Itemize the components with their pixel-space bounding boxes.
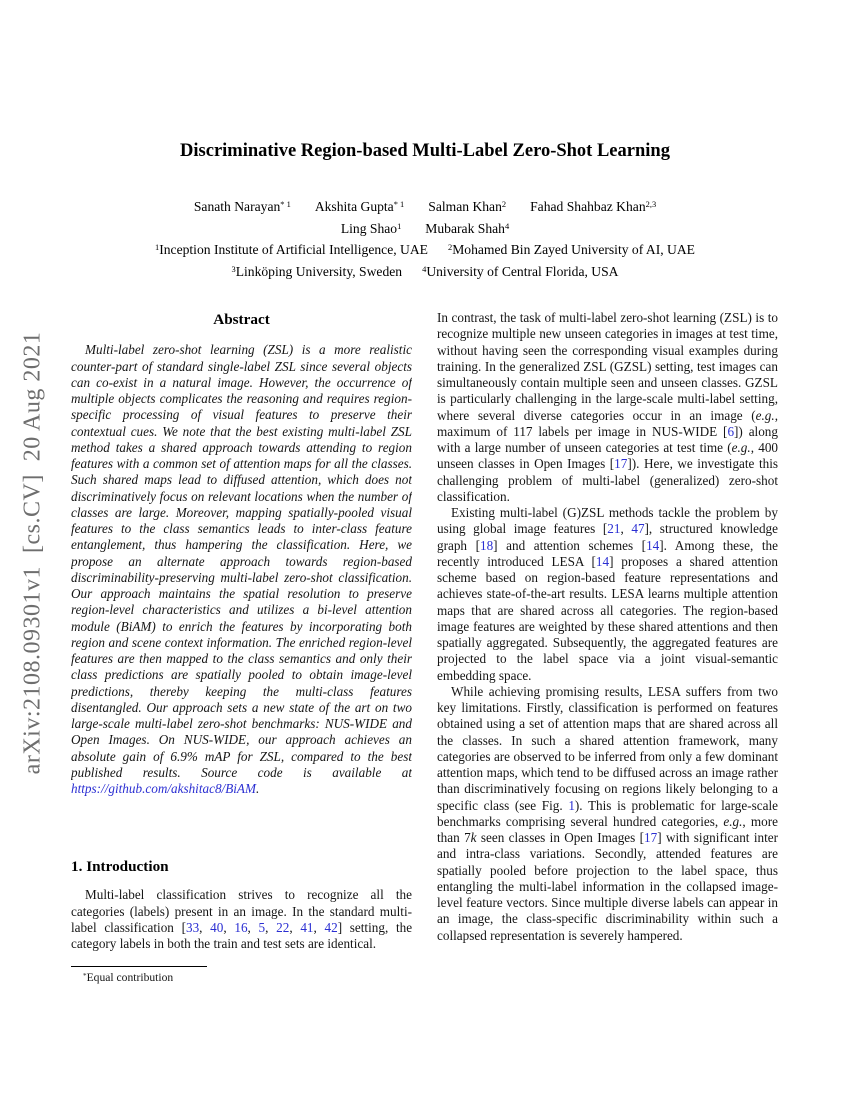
- citation-link[interactable]: 14: [595, 553, 610, 569]
- source-code-link[interactable]: https://github.com/akshitac8/BiAM: [71, 781, 256, 796]
- emphasis-run: e.g.: [755, 407, 775, 423]
- text-run: , 400 unseen classes in Open Images [: [437, 440, 778, 472]
- author-superscript: 1: [397, 220, 402, 231]
- citation-link[interactable]: 33: [185, 919, 200, 935]
- author-superscript: 4: [504, 220, 510, 231]
- body-paragraph: [437, 684, 778, 944]
- paper-title: Discriminative Region-based Multi-Label Zero-Shot Learning: [180, 141, 670, 161]
- footnote-label: Equal contribution: [86, 971, 174, 984]
- citation-link[interactable]: 18: [479, 537, 494, 553]
- affiliation-name: Linköping University, Sweden: [235, 263, 403, 279]
- body-paragraph: [437, 310, 778, 505]
- affiliation: [231, 264, 402, 279]
- affiliation: [422, 264, 618, 279]
- affiliation-line-1: [0, 240, 850, 262]
- citation-link[interactable]: 21: [607, 521, 621, 537]
- affiliation: [448, 242, 695, 257]
- affiliation-superscript: 3: [231, 263, 236, 274]
- author: [425, 221, 509, 236]
- footnote-marker: *: [83, 971, 87, 980]
- introduction-section: [71, 859, 412, 952]
- text-run: Multi-label zero-shot learning (ZSL) is a more realistic counter-part of standard single-label ZSL since several objects can co-exist in a natural image. However, the occurrence of multiple objects complicates the reasoning and requires region-specific processing of visual features to preserve their contextual cues. We note that the best existing multi-label ZSL method takes a shared approach towards attending to region features with a common set of attention maps for all the classes. Such shared maps lead to diffused attention, which does not discriminatively focus on relevant locations when the number of classes are large. Moreover, mapping spatially-pooled visual features to the class semantics leads to inter-class feature entanglement, thus hampering the classification. Here, we propose an alternate approach towards region-based discriminability-preserving multi-label zero-shot classification. Our approach maintains the spatial resolution to preserve region-level characteristics and utilizes a bi-level attention module (BiAM) to enrich the features by incorporating both region and scene context information. The enriched region-level features are then mapped to the class semantics and only their class predictions are spatially pooled to obtain image-level predictions, thereby keeping the multi-class features disentangled. Our approach sets a new state of the art on two large-scale multi-label zero-shot benchmarks: NUS-WIDE and Open Images. On NUS-WIDE, our approach achieves an absolute gain of 6.9% mAP for ZSL, compared to the best published results. Source code is available at: [71, 342, 412, 780]
- author-name: Fahad Shahbaz Khan: [530, 199, 646, 214]
- text-run: ,: [223, 919, 235, 935]
- text-run: ] proposes a shared attention scheme based on region-based feature representations and achieves state-of-the-art results. LESA learns multiple attention maps that are shared across all categories. The region-based image features are weighted by these shared attentions and then spatially aggregated. Subsequently, the aggregated features are projected to the label space via a joint visual-semantic embedding space.: [437, 553, 778, 683]
- citation-link[interactable]: 42: [324, 919, 338, 935]
- emphasis-run: e.g.: [731, 440, 751, 455]
- text-run: Existing multi-label (G)ZSL methods tackle the problem by using global image features [: [437, 505, 778, 537]
- citation-link[interactable]: 16: [234, 919, 248, 935]
- text-run: ,: [247, 919, 259, 935]
- footnote-text: [71, 971, 412, 984]
- affiliation-name: Mohamed Bin Zayed University of AI, UAE: [452, 242, 695, 257]
- affiliation-name: University of Central Florida, USA: [426, 263, 619, 279]
- citation-link[interactable]: 22: [276, 919, 290, 935]
- citation-link[interactable]: 47: [631, 521, 645, 537]
- abstract-paragraph: [71, 342, 412, 797]
- right-column: [437, 310, 778, 980]
- abstract-heading: Abstract: [213, 311, 270, 328]
- author-superscript: * 1: [393, 199, 405, 210]
- author-name: Sanath Narayan: [193, 199, 281, 214]
- text-run: ,: [620, 521, 632, 537]
- author-superscript: 2: [501, 199, 507, 210]
- text-run: Multi-label classification strives to recognize all the categories (labels) present in an image. In the standard multi-label classification [: [71, 887, 412, 935]
- introduction-heading: 1. Introduction: [71, 858, 169, 875]
- text-run: ,: [265, 919, 277, 935]
- introduction-paragraph: [71, 887, 412, 952]
- text-run: While achieving promising results, LESA suffers from two key limitations. Firstly, classification is performed on features obtained using a set of attention maps that are shared across all the classes. In such a shared attention framework, many categories are observed to be inferred from only a few dominant attention maps, which tend to be diffused across an image rather than discriminatively focusing on regions likely belonging to a specific class (see Fig.: [437, 683, 778, 813]
- text-run: ,: [289, 919, 301, 935]
- text-run: ] with significant inter and intra-class variations. Secondly, attended features are spatially pooled before projection to the label space, thus entangling the multi-label information in the collapsed image-level feature vectors. Since multiple diverse labels can appear in an image, the class-specific discriminability within such a collapsed representation is severely hampered.: [437, 830, 778, 943]
- text-run: ] and attention schemes [: [493, 537, 647, 553]
- author: [194, 199, 291, 214]
- citation-link[interactable]: 17: [644, 830, 658, 845]
- author-name: Salman Khan: [428, 199, 502, 214]
- text-run: In contrast, the task of multi-label zero-shot learning (ZSL) is to recognize multiple new unseen categories in images at test time, without having seen the corresponding visual examples during training. In the generalized ZSL (GZSL) setting, test images can simultaneously contain multiple seen and unseen classes. GZSL is particularly challenging in the large-scale multi-label setting, where several diverse categories occur in an image (: [437, 310, 778, 423]
- author-line-1: [0, 197, 850, 219]
- emphasis-run: e.g.: [723, 813, 743, 829]
- emphasis-run: k: [470, 830, 477, 845]
- citation-link[interactable]: 40: [210, 919, 224, 935]
- citation-link[interactable]: 14: [646, 537, 660, 553]
- author-name: Ling Shao: [340, 220, 398, 236]
- affiliation-superscript: 2: [448, 242, 453, 253]
- citation-link[interactable]: 41: [300, 919, 314, 935]
- text-run: seen classes in Open Images [: [476, 830, 645, 845]
- text-run: ,: [313, 919, 325, 935]
- text-run: ], structured knowledge graph [: [437, 521, 778, 553]
- author-superscript: * 1: [280, 199, 291, 210]
- footnote: [71, 966, 412, 984]
- author: [530, 199, 656, 214]
- abstract-section: [71, 310, 412, 860]
- author-name: Akshita Gupta: [314, 199, 394, 214]
- text-run: ,: [199, 919, 211, 935]
- text-run: ]). Here, we investigate this challenging problem of multi-label (generalized) zero-shot classification.: [437, 456, 778, 504]
- author-name: Mubarak Shah: [425, 220, 505, 236]
- text-run: , more than 7: [437, 813, 778, 845]
- citation-link[interactable]: 17: [614, 456, 628, 472]
- text-run: , maximum of 117 labels per image in NUS-WIDE [: [437, 407, 778, 439]
- affiliation: [155, 242, 428, 257]
- citation-link[interactable]: 5: [258, 919, 266, 935]
- body-paragraph: [437, 505, 778, 684]
- author-line-2: [0, 219, 850, 241]
- text-run: ]) along with a large number of unseen categories at test time (: [437, 423, 778, 455]
- author: [341, 221, 401, 236]
- text-run: .: [255, 781, 260, 796]
- affiliation-line-2: [0, 262, 850, 284]
- footnote-rule: [71, 966, 207, 967]
- text-run: ] setting, the category labels in both the train and test sets are identical.: [71, 919, 413, 951]
- author-superscript: 2,3: [645, 199, 657, 210]
- text-run: ). This is problematic for large-scale benchmarks comprising several hundred categories,: [437, 797, 778, 829]
- author-block: [0, 197, 850, 283]
- author: [428, 199, 506, 214]
- affiliation-superscript: 4: [422, 263, 427, 274]
- arxiv-banner: arXiv:2108.09301v1 [cs.CV] 20 Aug 2021: [19, 331, 46, 775]
- author: [315, 199, 404, 214]
- affiliation-superscript: 1: [155, 242, 160, 253]
- citation-link[interactable]: 6: [727, 423, 735, 439]
- text-run: ]. Among these, the recently introduced LESA [: [437, 537, 778, 569]
- citation-link[interactable]: 1: [568, 797, 575, 813]
- affiliation-name: Inception Institute of Artificial Intelligence, UAE: [159, 242, 428, 257]
